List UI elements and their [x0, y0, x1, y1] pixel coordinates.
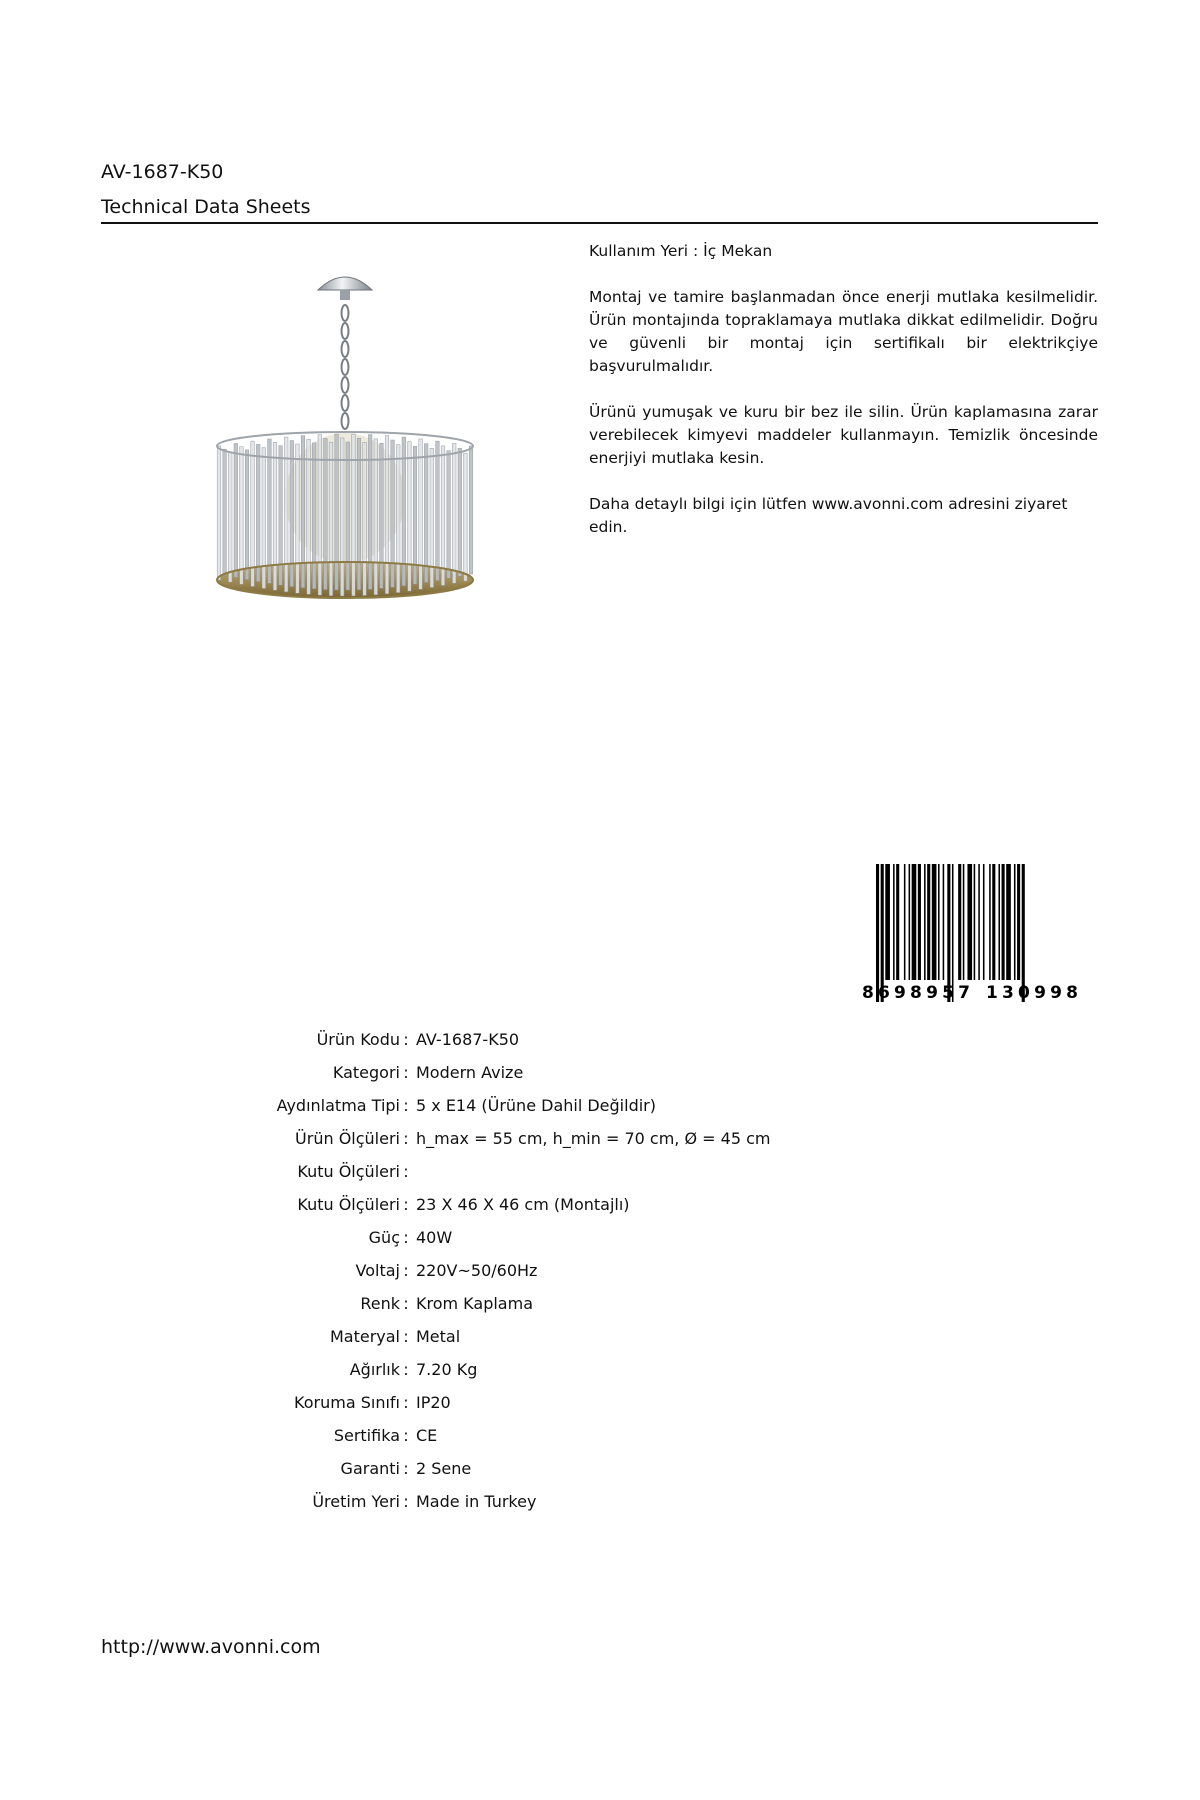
chandelier-rod — [284, 437, 288, 592]
spec-row — [200, 1023, 900, 1056]
spec-label: Ağırlık — [349, 1360, 400, 1379]
chandelier-rod — [234, 444, 238, 578]
spec-separator: : — [403, 1063, 409, 1082]
chandelier-rod — [391, 440, 395, 587]
spec-row — [200, 1287, 900, 1320]
barcode — [858, 864, 1099, 1002]
barcode-right-digits: 130998 — [986, 983, 1083, 1002]
chandelier-rod — [436, 441, 440, 580]
barcode-bar — [932, 864, 937, 980]
header-divider — [101, 222, 1098, 224]
spec-label: Renk — [360, 1294, 400, 1313]
spec-value — [412, 1155, 900, 1188]
spec-value: IP20 — [416, 1393, 451, 1412]
chandelier-rod — [223, 449, 227, 575]
spec-row — [200, 1221, 900, 1254]
spec-label: Kutu Ölçüleri — [297, 1162, 400, 1181]
chandelier-rod — [329, 442, 333, 596]
barcode-bar — [1017, 864, 1020, 980]
chandelier-rod — [363, 442, 367, 595]
spec-separator: : — [403, 1228, 409, 1247]
spec-separator: : — [403, 1294, 409, 1313]
chandelier-rod — [312, 443, 316, 589]
chandelier-image — [210, 268, 480, 620]
spec-separator: : — [403, 1030, 409, 1049]
spec-separator: : — [403, 1492, 409, 1511]
chandelier-rod — [374, 439, 378, 595]
chandelier-rod — [296, 444, 300, 593]
spec-value: Metal — [416, 1327, 461, 1346]
spec-separator: : — [403, 1195, 409, 1214]
barcode-bar — [1022, 864, 1025, 1002]
spec-value: 23 X 46 X 46 cm (Montajlı) — [416, 1195, 630, 1214]
barcode-bar — [943, 864, 945, 980]
spec-value: 5 x E14 (Ürüne Dahil Değildir) — [416, 1096, 656, 1115]
safety-paragraph: Montaj ve tamire başlanmadan önce enerji mutlaka kesilmelidir. Ürün montajında topraklamaya mutlaka dikkat edilmelidir. Doğru ve güvenli bir montaj için sertifikalı bir elektrikçiye başvurulmalıdır. — [589, 288, 1098, 375]
chandelier-rod — [419, 439, 423, 589]
spec-row — [200, 1056, 900, 1089]
spec-value: 220V~50/60Hz — [416, 1261, 538, 1280]
spec-label: Kategori — [332, 1063, 400, 1082]
chandelier-rod — [251, 441, 255, 586]
spec-separator: : — [403, 1096, 409, 1115]
spec-row — [200, 1485, 900, 1518]
chandelier-rod — [245, 450, 249, 580]
barcode-bar — [1006, 864, 1011, 980]
barcode-bar — [927, 864, 930, 980]
chandelier-rod — [452, 444, 456, 584]
spec-label: Koruma Sınıfı — [294, 1393, 400, 1412]
spec-value: h_max = 55 cm, h_min = 70 cm, Ø = 45 cm — [416, 1129, 771, 1148]
chandelier-rod — [240, 447, 244, 585]
spec-label: Kutu Ölçüleri — [297, 1195, 400, 1214]
spec-label: Aydınlatma Tipi — [276, 1096, 400, 1115]
spec-value: Made in Turkey — [416, 1492, 537, 1511]
spec-value: Modern Avize — [416, 1063, 524, 1082]
document-header — [101, 158, 1098, 221]
spec-separator: : — [403, 1459, 409, 1478]
spec-value: Krom Kaplama — [416, 1294, 533, 1313]
barcode-bar — [885, 864, 890, 980]
spec-row — [200, 1419, 900, 1452]
spec-value: AV-1687-K50 — [416, 1030, 520, 1049]
spec-separator: : — [403, 1360, 409, 1379]
product-code-title: AV-1687-K50 — [101, 161, 224, 183]
barcode-bar — [983, 864, 985, 980]
spec-row — [200, 1089, 900, 1122]
barcode-bar — [1002, 864, 1005, 980]
chandelier-rod — [228, 452, 232, 582]
spec-value: 2 Sene — [416, 1459, 472, 1478]
spec-label: Ürün Ölçüleri — [295, 1129, 400, 1148]
spec-row — [200, 1254, 900, 1287]
barcode-bar — [998, 864, 1000, 980]
barcode-bar — [992, 864, 995, 980]
barcode-bar — [904, 864, 906, 980]
chandelier-rod — [458, 448, 462, 576]
spec-separator: : — [403, 1327, 409, 1346]
barcode-bar — [909, 864, 911, 980]
chandelier-rod — [380, 443, 384, 588]
usage-info — [589, 240, 1098, 562]
website-paragraph: Daha detaylı bilgi için lütfen www.avonni.com adresini ziyaret edin. — [589, 495, 1068, 536]
barcode-bar — [974, 864, 976, 980]
chandelier-rod — [424, 444, 428, 583]
chandelier-rod — [262, 448, 266, 589]
spec-value: 40W — [416, 1228, 453, 1247]
spec-label: Üretim Yeri — [312, 1492, 400, 1511]
spec-separator: : — [403, 1162, 409, 1181]
spec-label: Voltaj — [355, 1261, 400, 1280]
spec-label: Sertifika — [333, 1426, 400, 1445]
chandelier-rod — [307, 439, 311, 594]
usage-location: Kullanım Yeri : İç Mekan — [589, 242, 773, 260]
barcode-bar — [918, 864, 921, 980]
chandelier-rod — [268, 439, 272, 583]
barcode-bar — [881, 864, 884, 1002]
barcode-bar — [989, 864, 991, 980]
chandelier-rod — [290, 441, 294, 587]
barcode-bar — [893, 864, 895, 980]
barcode-bar — [958, 864, 961, 980]
chandelier-rod — [217, 446, 221, 580]
chandelier-rod — [346, 442, 350, 590]
chandelier-rod — [469, 446, 473, 574]
barcode-bar — [967, 864, 972, 980]
spec-row — [200, 1353, 900, 1386]
spec-separator: : — [403, 1393, 409, 1412]
spec-label: Materyal — [329, 1327, 400, 1346]
chandelier-rod — [464, 453, 468, 581]
barcode-bar — [896, 864, 899, 980]
spec-value: 7.20 Kg — [416, 1360, 478, 1379]
footer-url[interactable]: http://www.avonni.com — [101, 1636, 321, 1658]
barcode-bar — [912, 864, 917, 980]
spec-separator: : — [403, 1261, 409, 1280]
chandelier-rod — [256, 444, 260, 581]
spec-label: Garanti — [340, 1459, 400, 1478]
barcode-bar — [952, 864, 954, 1002]
spec-row — [200, 1320, 900, 1353]
barcode-bar — [876, 864, 879, 1002]
barcode-bar — [1014, 864, 1016, 980]
spec-separator: : — [403, 1426, 409, 1445]
spec-row — [200, 1188, 900, 1221]
chandelier-rod — [408, 442, 412, 591]
chandelier-rod — [324, 438, 328, 589]
barcode-bar — [924, 864, 926, 980]
barcode-bar — [978, 864, 980, 980]
chandelier-rod — [318, 435, 322, 596]
barcode-bar — [947, 864, 950, 1002]
chandelier-rod — [368, 435, 372, 590]
chandelier-rod — [396, 445, 400, 593]
chandelier-rod — [447, 451, 451, 579]
barcode-bar — [938, 864, 940, 980]
spec-label: Ürün Kodu — [316, 1030, 400, 1049]
spec-value: CE — [416, 1426, 438, 1445]
specifications-table — [200, 1023, 900, 1518]
chandelier-rod — [413, 446, 417, 584]
spec-row — [200, 1155, 900, 1188]
chandelier-rod — [340, 438, 344, 596]
chandelier-rod — [352, 434, 356, 596]
spec-label: Güç — [368, 1228, 400, 1247]
barcode-bar — [963, 864, 965, 980]
spec-row — [200, 1452, 900, 1485]
cleaning-paragraph: Ürünü yumuşak ve kuru bir bez ile silin. Ürün kaplamasına zarar verebilecek kimyevi maddeler kullanmayın. Temizlik öncesinde enerjiyi mutlaka kesin. — [589, 403, 1098, 467]
barcode-first-digit: 8 — [862, 983, 874, 1002]
chandelier-rod — [335, 434, 339, 590]
spec-separator: : — [403, 1129, 409, 1148]
spec-row — [200, 1122, 900, 1155]
document-subtitle: Technical Data Sheets — [101, 196, 311, 218]
spec-row — [200, 1386, 900, 1419]
chandelier-rod — [273, 442, 277, 590]
chandelier-rod — [441, 446, 445, 586]
barcode-left-digits: 698957 — [878, 983, 975, 1002]
